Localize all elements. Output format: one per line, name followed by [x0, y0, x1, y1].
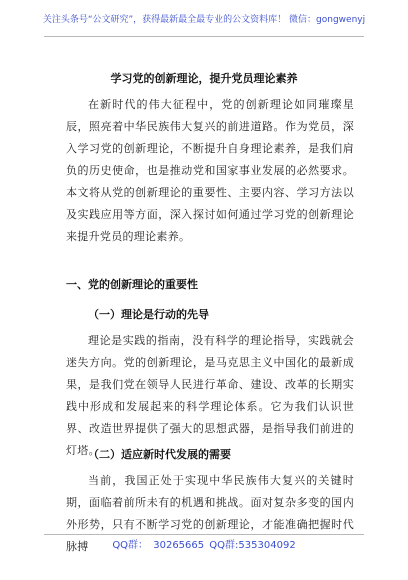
section-heading-1: 一、党的创新理论的重要性	[66, 278, 198, 291]
subsection-2-paragraph: 当前，我国正处于实现中华民族伟大复兴的关键时期，面临着前所未有的机遇和挑战。面对复杂多变的国内外形势，只有不断学习党的创新理论，才能准确把握时代脉搏	[66, 474, 354, 553]
footer-divider	[44, 534, 364, 535]
footer-contact: QQ群： 30265665 QQ群:535304092	[112, 540, 296, 551]
intro-paragraph: 在新时代的伟大征程中，党的创新理论如同璀璨星辰，照亮着中华民族伟大复兴的前进道路。作为党员，深入学习党的创新理论，不断提升自身理论素养，是我们肩负的历史使命，也是推动党和国家事业发展的必然要求。本文将从党的创新理论的重要性、主要内容、学习方法以及实践应用等方面，深入探讨如何通过学习党的创新理论来提升党员的理论素养。	[66, 98, 354, 243]
subsection-1-paragraph: 理论是实践的指南，没有科学的理论指导，实践就会迷失方向。党的创新理论，是马克思主义中国化的最新成果，是我们党在领导人民进行革命、建设、改革的长期实践中形成和发展起来的科学理论体系。它为我们认识世界、改造世界提供了强大的思想武器，是指导我们前进的灯塔。	[66, 334, 354, 457]
subsection-heading-1: （一）理论是行动的先导	[88, 308, 209, 321]
header-notice: 关注头条号“公文研究”，获得最新最全最专业的公文资料库！ 微信：gongwenyj	[42, 15, 366, 25]
header-divider	[44, 36, 364, 37]
subsection-heading-2: （二）适应新时代发展的需要	[88, 448, 231, 461]
document-title: 学习党的创新理论，提升党员理论素养	[110, 72, 298, 85]
